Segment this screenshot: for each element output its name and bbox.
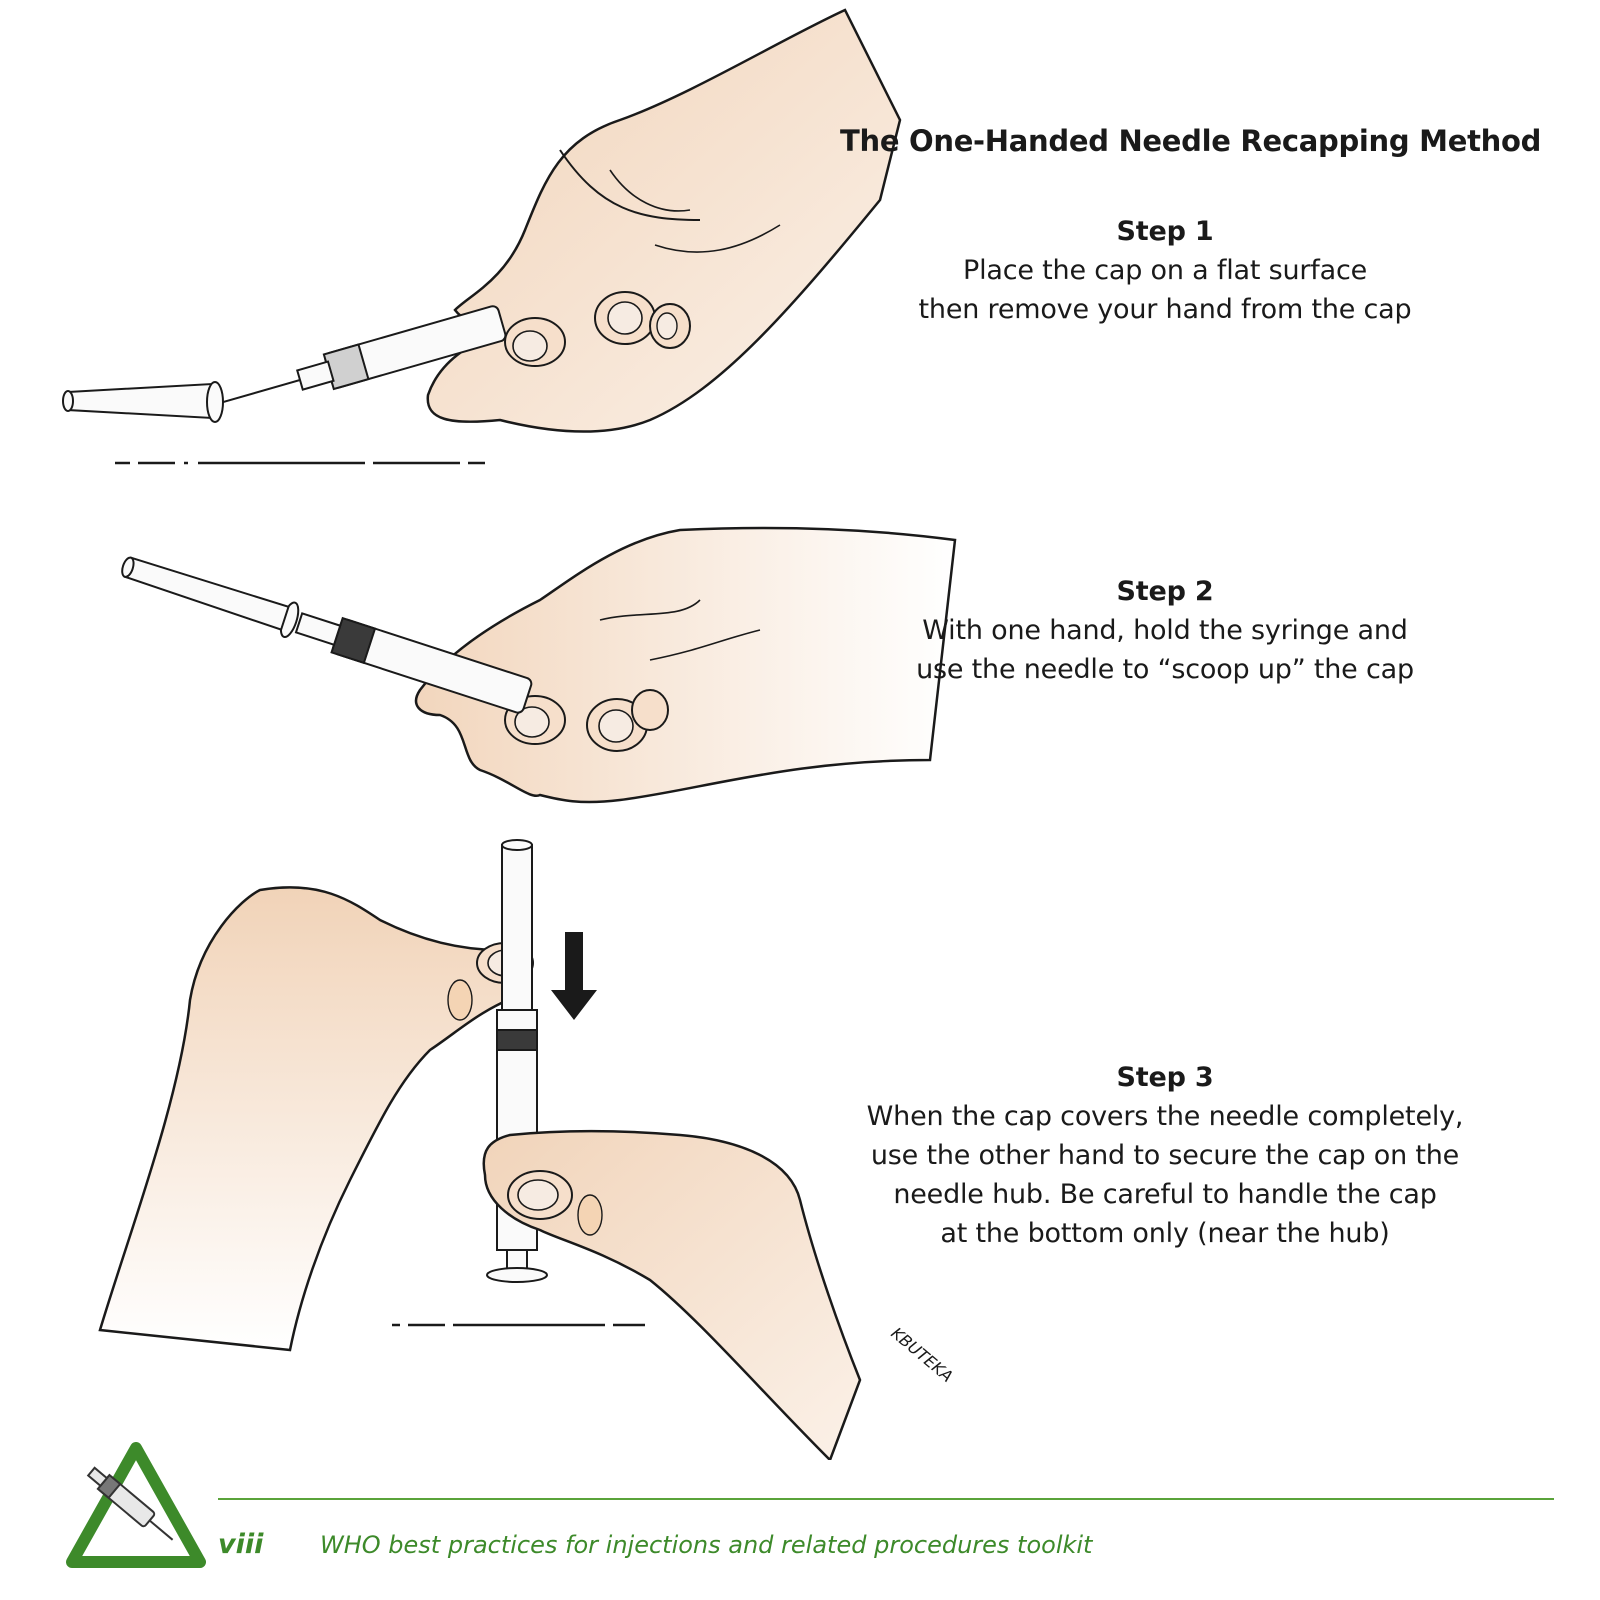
artist-signature: KBUTEKA	[887, 1323, 957, 1386]
step-2-line-2: use the needle to “scoop up” the cap	[916, 654, 1414, 685]
step-2-text-block	[850, 572, 1480, 689]
step-2-heading: Step 2	[1116, 576, 1214, 607]
step-3-line-2: use the other hand to secure the cap on the	[870, 1140, 1460, 1171]
step-3-heading: Step 3	[1116, 1062, 1214, 1093]
step1-illustration	[63, 10, 900, 463]
step-3-line-4: at the bottom only (near the hub)	[940, 1218, 1390, 1249]
step-1-line-2: then remove your hand from the cap	[918, 294, 1412, 325]
footer-title: WHO best practices for injections and related procedures toolkit	[320, 1531, 1093, 1559]
step-3-line-1: When the cap covers the needle completely,	[866, 1101, 1464, 1132]
page-title: The One-Handed Needle Recapping Method	[840, 124, 1542, 158]
page-number: viii	[218, 1529, 264, 1560]
step2-syringe	[118, 549, 533, 715]
step1-cap	[63, 382, 223, 422]
step2-illustration	[118, 528, 955, 802]
step-2-line-1: With one hand, hold the syringe and	[922, 615, 1408, 646]
step1-hand	[428, 10, 900, 432]
step-3-line-3: needle hub. Be careful to handle the cap	[893, 1179, 1437, 1210]
step3-upper-hand	[100, 887, 530, 1350]
step-1-line-1: Place the cap on a flat surface	[962, 255, 1368, 286]
who-toolkit-logo-icon	[66, 1442, 206, 1570]
footer-divider	[218, 1498, 1554, 1500]
down-arrow	[551, 932, 597, 1020]
step-1-text-block	[850, 212, 1480, 329]
step-1-heading: Step 1	[1116, 216, 1214, 247]
step-3-text-block	[820, 1058, 1510, 1253]
